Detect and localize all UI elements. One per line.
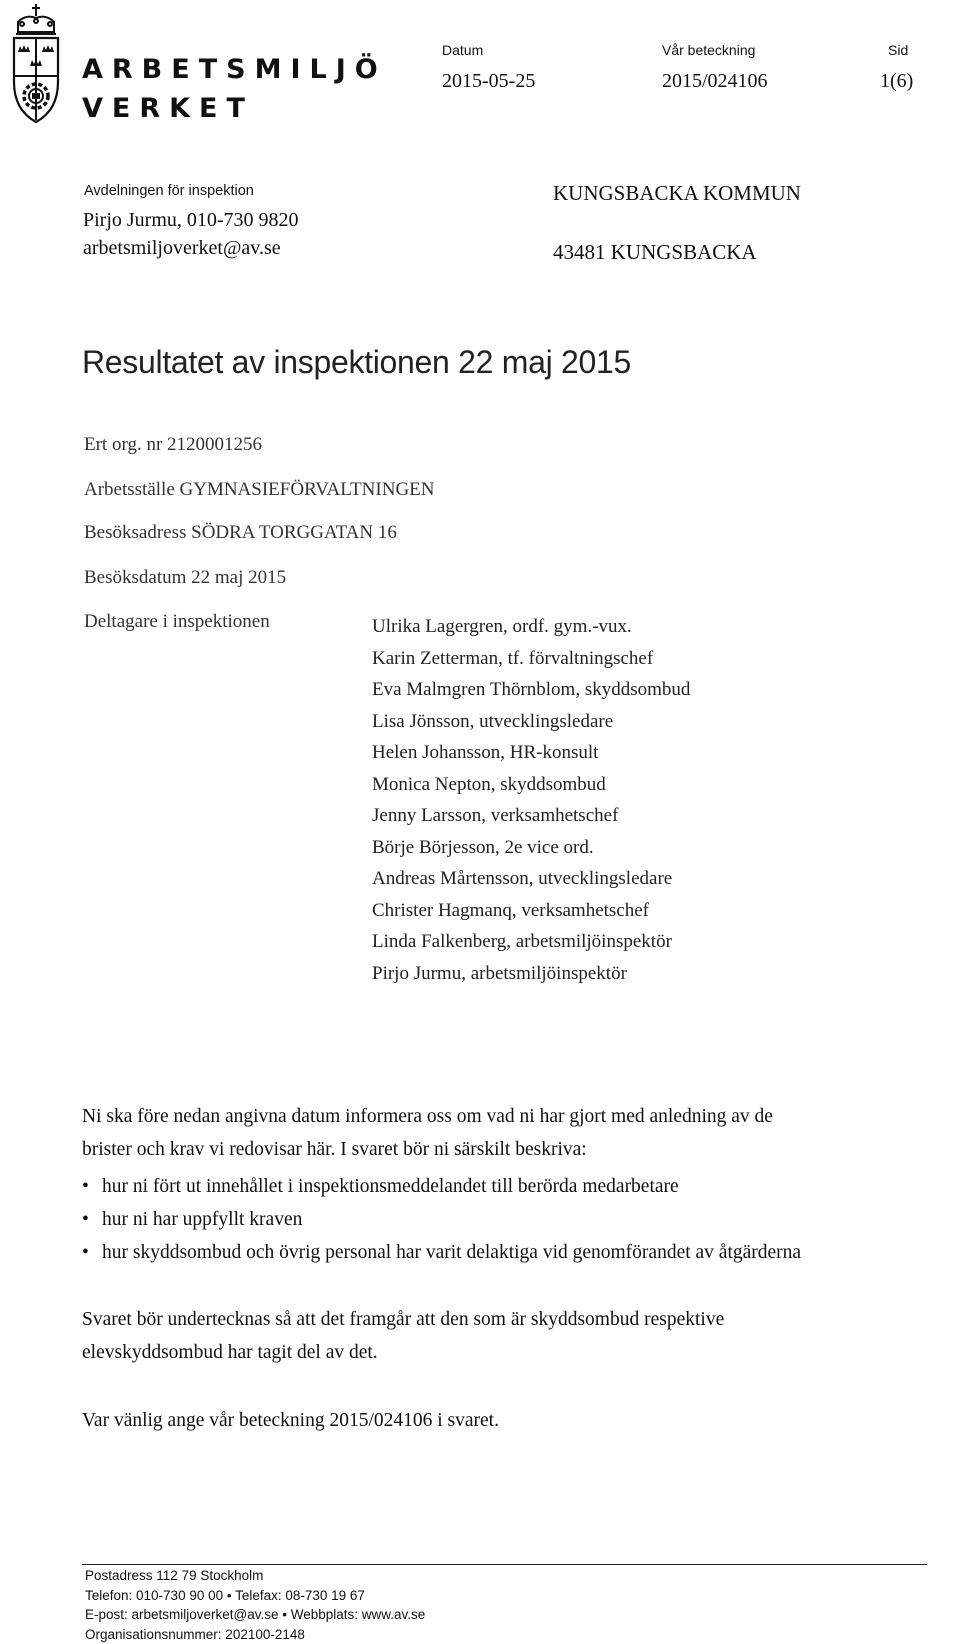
bullet-text: hur skyddsombud och övrig personal har varit delaktiga vid genomförandet av åtgärderna xyxy=(102,1242,801,1263)
list-item: Lisa Jönsson, utvecklingsledare xyxy=(372,706,690,738)
footer-org-number: Organisationsnummer: 202100-2148 xyxy=(85,1625,425,1644)
list-item xyxy=(82,1170,801,1203)
agency-name-line1: ARBETSMILJÖ xyxy=(82,50,387,89)
list-item: Christer Hagmanq, verksamhetschef xyxy=(372,895,690,927)
footer-web: E-post: arbetsmiljoverket@av.se • Webbplats: www.av.se xyxy=(85,1605,425,1625)
list-item: Eva Malmgren Thörnblom, skyddsombud xyxy=(372,674,690,706)
sender-contact: Pirjo Jurmu, 010-730 9820 xyxy=(83,209,299,232)
bullet-text: hur ni har uppfyllt kraven xyxy=(102,1209,302,1230)
date-label: Datum xyxy=(442,42,483,58)
list-item: Ulrika Lagergren, ordf. gym.-vux. xyxy=(372,611,690,643)
reference-note: Var vänlig ange vår beteckning 2015/024106 i svaret. xyxy=(82,1404,942,1437)
list-item: Linda Falkenberg, arbetsmiljöinspektör xyxy=(372,926,690,958)
list-item: Andreas Mårtensson, utvecklingsledare xyxy=(372,863,690,895)
signature-paragraph xyxy=(82,1303,942,1369)
footer-phone: Telefon: 010-730 90 00 • Telefax: 08-730 19 67 xyxy=(85,1586,425,1606)
signature-line: elevskyddsombud har tagit del av det. xyxy=(82,1336,942,1369)
bullet-icon: • xyxy=(82,1236,89,1269)
list-item: Monica Nepton, skyddsombud xyxy=(372,769,690,801)
list-item: Pirjo Jurmu, arbetsmiljöinspektör xyxy=(372,958,690,990)
list-item: Karin Zetterman, tf. förvaltningschef xyxy=(372,643,690,675)
visit-address: Besöksadress SÖDRA TORGGATAN 16 xyxy=(84,522,397,544)
reference-label: Vår beteckning xyxy=(662,42,755,58)
intro-line: Ni ska före nedan angivna datum informera oss om vad ni har gjort med anledning av de xyxy=(82,1100,942,1133)
bullet-text: hur ni fört ut innehållet i inspektionsmeddelandet till berörda medarbetare xyxy=(102,1176,679,1197)
agency-logo xyxy=(4,2,304,126)
list-item: Börje Börjesson, 2e vice ord. xyxy=(372,832,690,864)
footer-postal: Postadress 112 79 Stockholm xyxy=(85,1566,425,1586)
workplace: Arbetsställe GYMNASIEFÖRVALTNINGEN xyxy=(84,479,435,501)
coat-of-arms-icon xyxy=(8,2,64,126)
reference-value: 2015/024106 xyxy=(662,70,768,93)
footer xyxy=(85,1566,425,1644)
agency-name xyxy=(82,50,387,128)
footer-divider xyxy=(82,1564,927,1565)
list-item xyxy=(82,1236,801,1269)
intro-paragraph xyxy=(82,1100,942,1166)
visit-date: Besöksdatum 22 maj 2015 xyxy=(84,567,286,589)
page-title: Resultatet av inspektionen 22 maj 2015 xyxy=(82,344,631,381)
date-value: 2015-05-25 xyxy=(442,70,535,93)
sender-department: Avdelningen för inspektion xyxy=(84,183,254,199)
bullet-icon: • xyxy=(82,1170,89,1203)
intro-line: brister och krav vi redovisar här. I svaret bör ni särskilt beskriva: xyxy=(82,1133,942,1166)
list-item: Jenny Larsson, verksamhetschef xyxy=(372,800,690,832)
sender-email: arbetsmiljoverket@av.se xyxy=(83,237,281,260)
recipient-postal: 43481 KUNGSBACKA xyxy=(553,240,757,265)
participants-list xyxy=(372,611,690,989)
page-value: 1(6) xyxy=(880,70,913,93)
requirements-list xyxy=(82,1170,801,1269)
participants-label: Deltagare i inspektionen xyxy=(84,611,270,633)
list-item: Helen Johansson, HR-konsult xyxy=(372,737,690,769)
recipient-name: KUNGSBACKA KOMMUN xyxy=(553,181,801,206)
bullet-icon: • xyxy=(82,1203,89,1236)
org-number: Ert org. nr 2120001256 xyxy=(84,434,262,456)
signature-line: Svaret bör undertecknas så att det framgår att den som är skyddsombud respektive xyxy=(82,1303,942,1336)
list-item xyxy=(82,1203,801,1236)
agency-name-line2: VERKET xyxy=(82,89,387,128)
page-label: Sid xyxy=(888,42,908,58)
